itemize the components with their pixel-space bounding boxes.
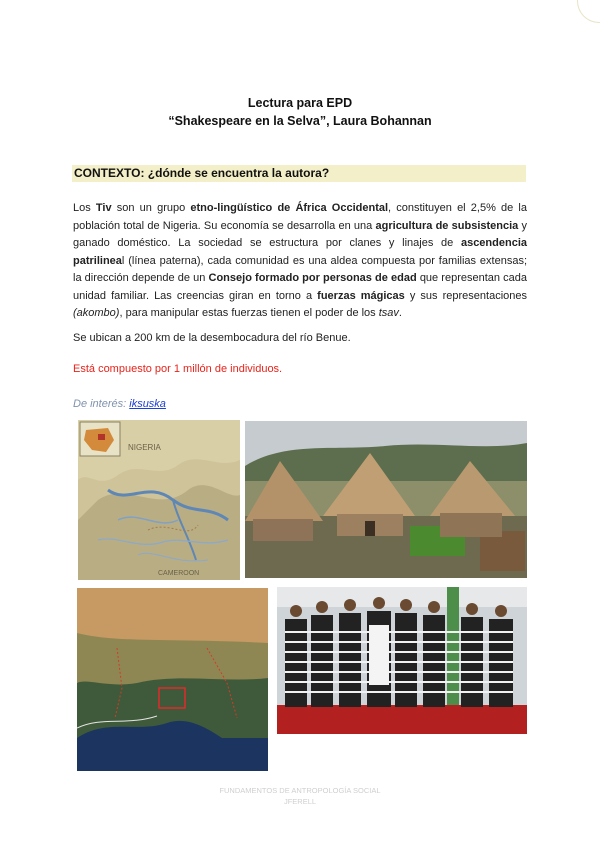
paragraph-tiv-description: Los Tiv son un grupo etno-lingüístico de África Occidental, constituyen el 2,5% de la población total de Nigeria. Su economía se desarrolla en una agricultura de subsistencia y ganado doméstico. La sociedad se estructura por clanes y linajes de ascendencia patrilineal (línea paterna), cada comunidad es una aldea compuesta por familias extensas; la dirección depende de un Consejo formado por personas de edad que representan cada unidad familiar. Las creencias giran en torno a fuerzas mágicas y sus representaciones (akombo), para manipular estas fuerzas tienen el poder de los tsav. [73,202,528,319]
context-heading: CONTEXTO: ¿dónde se encuentra la autora? [72,165,526,182]
interest-line: De interés: iksuska [73,398,166,410]
document-subtitle: “Shakespeare en la Selva”, Laura Bohannan [168,114,432,128]
tiv-region-map-image [78,420,240,580]
paragraph-location: Se ubican a 200 km de la desembocadura del río Benue. [73,332,351,344]
map-label-nigeria: NIGERIA [128,443,161,452]
footer-author: JFERELL [283,797,317,806]
document-title: Lectura para EPD [247,96,353,110]
iksuska-link[interactable]: iksuska [129,398,166,410]
page-corner-decoration [577,0,600,23]
map-label-cameroon: CAMEROON [158,570,200,577]
paragraph-population: Está compuesto por 1 millón de individuos. [73,363,283,375]
thatched-huts-photo [245,421,527,578]
footer-course: FUNDAMENTOS DE ANTROPOLOGÍA SOCIAL [219,786,381,795]
west-africa-satellite-map [77,588,268,771]
tiv-people-photo [277,587,527,734]
